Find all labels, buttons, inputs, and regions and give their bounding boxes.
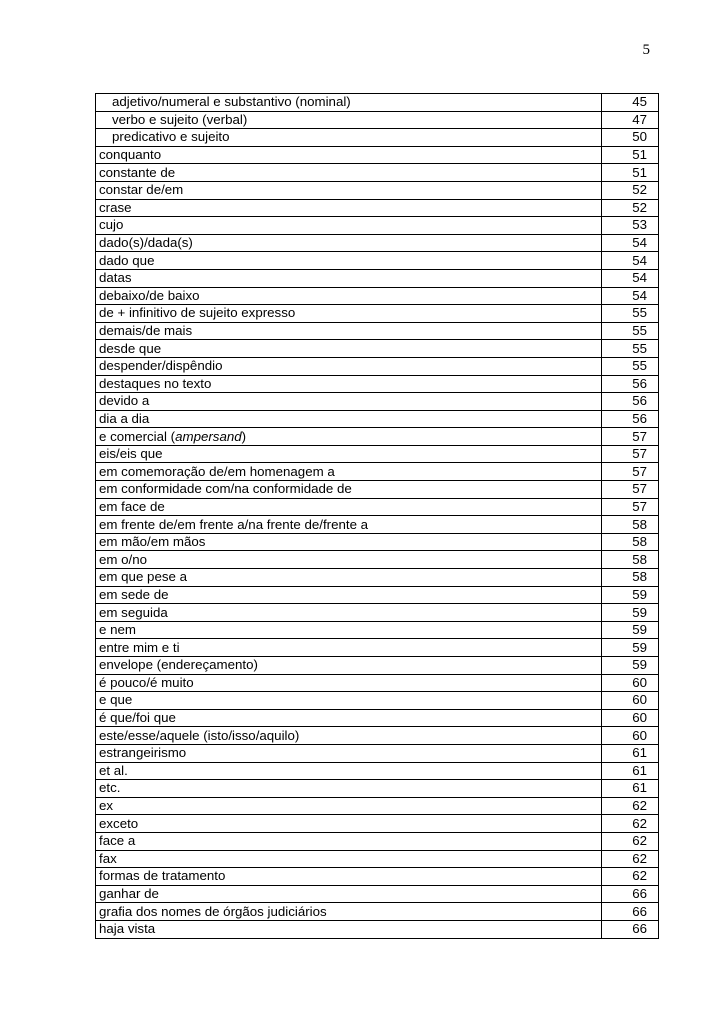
table-row bbox=[96, 657, 659, 675]
entry-page: 58 bbox=[602, 516, 659, 534]
entry-page: 54 bbox=[602, 252, 659, 270]
table-row bbox=[96, 674, 659, 692]
entry-page: 59 bbox=[602, 639, 659, 657]
entry-term: cujo bbox=[96, 217, 602, 235]
entry-term: formas de tratamento bbox=[96, 868, 602, 886]
table-row bbox=[96, 481, 659, 499]
table-row bbox=[96, 94, 659, 112]
table-row bbox=[96, 217, 659, 235]
entry-term: e que bbox=[96, 692, 602, 710]
table-row bbox=[96, 868, 659, 886]
entry-term: em seguida bbox=[96, 604, 602, 622]
table-row bbox=[96, 234, 659, 252]
entry-page: 54 bbox=[602, 287, 659, 305]
table-row bbox=[96, 111, 659, 129]
entry-page: 47 bbox=[602, 111, 659, 129]
table-row bbox=[96, 533, 659, 551]
entry-term: eis/eis que bbox=[96, 445, 602, 463]
table-row bbox=[96, 357, 659, 375]
table-row bbox=[96, 164, 659, 182]
entry-term: em conformidade com/na conformidade de bbox=[96, 481, 602, 499]
entry-term: verbo e sujeito (verbal) bbox=[96, 111, 602, 129]
entry-page: 62 bbox=[602, 815, 659, 833]
table-row bbox=[96, 815, 659, 833]
entry-page: 55 bbox=[602, 340, 659, 358]
entry-term: etc. bbox=[96, 780, 602, 798]
entry-page: 57 bbox=[602, 463, 659, 481]
entry-term: dado que bbox=[96, 252, 602, 270]
table-row bbox=[96, 709, 659, 727]
entry-term: em frente de/em frente a/na frente de/frente a bbox=[96, 516, 602, 534]
entry-page: 62 bbox=[602, 868, 659, 886]
table-row bbox=[96, 762, 659, 780]
table-row bbox=[96, 621, 659, 639]
table-row bbox=[96, 375, 659, 393]
entry-page: 52 bbox=[602, 199, 659, 217]
entry-page: 52 bbox=[602, 181, 659, 199]
table-row bbox=[96, 199, 659, 217]
entry-page: 58 bbox=[602, 569, 659, 587]
entry-page: 62 bbox=[602, 832, 659, 850]
entry-page: 56 bbox=[602, 410, 659, 428]
table-row bbox=[96, 428, 659, 446]
entry-page: 56 bbox=[602, 393, 659, 411]
entry-term: face a bbox=[96, 832, 602, 850]
entry-page: 56 bbox=[602, 375, 659, 393]
entry-term: predicativo e sujeito bbox=[96, 129, 602, 147]
entry-page: 61 bbox=[602, 780, 659, 798]
entry-page: 58 bbox=[602, 551, 659, 569]
page-number: 5 bbox=[642, 42, 650, 58]
table-row bbox=[96, 903, 659, 921]
entry-page: 66 bbox=[602, 903, 659, 921]
table-row bbox=[96, 463, 659, 481]
entry-page: 51 bbox=[602, 146, 659, 164]
entry-term-italic: ampersand bbox=[175, 428, 242, 444]
entry-term: em sede de bbox=[96, 586, 602, 604]
entry-page: 60 bbox=[602, 674, 659, 692]
entry-term: de + infinitivo de sujeito expresso bbox=[96, 305, 602, 323]
entry-page: 62 bbox=[602, 850, 659, 868]
entry-page: 61 bbox=[602, 762, 659, 780]
entry-page: 59 bbox=[602, 604, 659, 622]
entry-term: datas bbox=[96, 269, 602, 287]
table-row bbox=[96, 322, 659, 340]
entry-term: haja vista bbox=[96, 920, 602, 938]
table-row bbox=[96, 797, 659, 815]
table-row bbox=[96, 744, 659, 762]
entry-term: desde que bbox=[96, 340, 602, 358]
table-row bbox=[96, 551, 659, 569]
table-row bbox=[96, 850, 659, 868]
entry-page: 45 bbox=[602, 94, 659, 112]
table-row bbox=[96, 340, 659, 358]
entry-term: destaques no texto bbox=[96, 375, 602, 393]
table-row bbox=[96, 780, 659, 798]
entry-term: grafia dos nomes de órgãos judiciários bbox=[96, 903, 602, 921]
entry-term: dado(s)/dada(s) bbox=[96, 234, 602, 252]
table-row bbox=[96, 287, 659, 305]
entry-page: 61 bbox=[602, 744, 659, 762]
table-row bbox=[96, 516, 659, 534]
table-row bbox=[96, 252, 659, 270]
entry-term: adjetivo/numeral e substantivo (nominal) bbox=[96, 94, 602, 112]
table-row bbox=[96, 445, 659, 463]
entry-term: em mão/em mãos bbox=[96, 533, 602, 551]
entry-page: 59 bbox=[602, 586, 659, 604]
table-row bbox=[96, 129, 659, 147]
index-table-body bbox=[96, 94, 659, 939]
entry-term: constar de/em bbox=[96, 181, 602, 199]
entry-term: conquanto bbox=[96, 146, 602, 164]
entry-page: 55 bbox=[602, 357, 659, 375]
entry-term bbox=[96, 428, 602, 446]
entry-term: exceto bbox=[96, 815, 602, 833]
entry-term: crase bbox=[96, 199, 602, 217]
entry-term: entre mim e ti bbox=[96, 639, 602, 657]
entry-term: estrangeirismo bbox=[96, 744, 602, 762]
entry-page: 54 bbox=[602, 234, 659, 252]
entry-page: 54 bbox=[602, 269, 659, 287]
entry-term-part: ) bbox=[241, 428, 247, 444]
table-row bbox=[96, 920, 659, 938]
entry-page: 57 bbox=[602, 428, 659, 446]
entry-page: 59 bbox=[602, 621, 659, 639]
entry-term: constante de bbox=[96, 164, 602, 182]
entry-term: este/esse/aquele (isto/isso/aquilo) bbox=[96, 727, 602, 745]
entry-page: 57 bbox=[602, 498, 659, 516]
table-row bbox=[96, 269, 659, 287]
entry-page: 57 bbox=[602, 445, 659, 463]
entry-term: ganhar de bbox=[96, 885, 602, 903]
table-row bbox=[96, 410, 659, 428]
entry-page: 62 bbox=[602, 797, 659, 815]
table-row bbox=[96, 639, 659, 657]
table-row bbox=[96, 604, 659, 622]
entry-term: ex bbox=[96, 797, 602, 815]
entry-term: despender/dispêndio bbox=[96, 357, 602, 375]
entry-page: 66 bbox=[602, 885, 659, 903]
entry-term: em que pese a bbox=[96, 569, 602, 587]
entry-page: 59 bbox=[602, 657, 659, 675]
entry-term: et al. bbox=[96, 762, 602, 780]
entry-page: 60 bbox=[602, 692, 659, 710]
entry-term: devido a bbox=[96, 393, 602, 411]
entry-term: é que/foi que bbox=[96, 709, 602, 727]
entry-page: 53 bbox=[602, 217, 659, 235]
table-row bbox=[96, 393, 659, 411]
entry-page: 55 bbox=[602, 305, 659, 323]
table-row bbox=[96, 305, 659, 323]
entry-term: fax bbox=[96, 850, 602, 868]
entry-page: 58 bbox=[602, 533, 659, 551]
table-row bbox=[96, 885, 659, 903]
entry-term: em face de bbox=[96, 498, 602, 516]
entry-term: debaixo/de baixo bbox=[96, 287, 602, 305]
table-row bbox=[96, 727, 659, 745]
entry-term: é pouco/é muito bbox=[96, 674, 602, 692]
entry-term: dia a dia bbox=[96, 410, 602, 428]
entry-term: demais/de mais bbox=[96, 322, 602, 340]
entry-page: 60 bbox=[602, 727, 659, 745]
table-row bbox=[96, 586, 659, 604]
entry-term: em o/no bbox=[96, 551, 602, 569]
entry-term: em comemoração de/em homenagem a bbox=[96, 463, 602, 481]
table-row bbox=[96, 832, 659, 850]
entry-page: 55 bbox=[602, 322, 659, 340]
entry-term: envelope (endereçamento) bbox=[96, 657, 602, 675]
table-row bbox=[96, 146, 659, 164]
entry-page: 66 bbox=[602, 920, 659, 938]
entry-term-part: e comercial ( bbox=[99, 428, 176, 444]
table-row bbox=[96, 498, 659, 516]
entry-page: 57 bbox=[602, 481, 659, 499]
index-table bbox=[95, 93, 659, 939]
entry-page: 50 bbox=[602, 129, 659, 147]
entry-term: e nem bbox=[96, 621, 602, 639]
table-row bbox=[96, 692, 659, 710]
table-row bbox=[96, 569, 659, 587]
table-row bbox=[96, 181, 659, 199]
entry-page: 51 bbox=[602, 164, 659, 182]
entry-page: 60 bbox=[602, 709, 659, 727]
